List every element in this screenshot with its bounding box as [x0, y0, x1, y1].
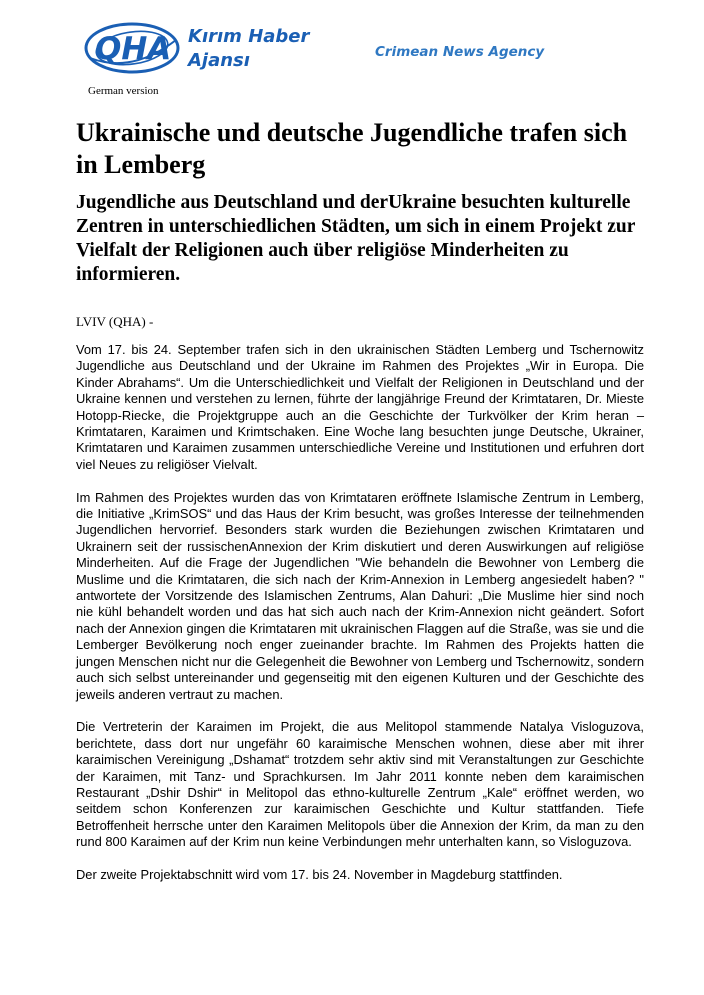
logo-name-line1: Kırım Haber [188, 26, 310, 47]
paragraph: Vom 17. bis 24. September trafen sich in den ukrainischen Städten Lemberg und Tschernowitz Jugendliche aus Deutschland und der Ukraine im Rahmen des Projektes „Wir in Europa. Die Kinder Abrahams“. Um die Unterschiedlichkeit und Vielfalt der Religionen in Deutschland und der Ukraine kennen und verstehen zu lernen, führte der langjährige Freund der Krimtataren, Dr. Mieste Hotopp-Riecke, die Projektgruppe auch an die Geschichte der Turkvölker der Krim heran – Krimtataren, Karaimen und Krimtschaken. Eine Woche lang besuchten junge Deutsche, Ukrainer, Krimtataren und Karaimen zusammen unterschiedliche Vereine und Institutionen und erfuhren dort viel Neues zu religiöser Vielvalt. [76, 342, 644, 472]
qha-logo-graphic [84, 18, 324, 82]
agency-english-name: Crimean News Agency [375, 44, 545, 60]
paragraph: Der zweite Projektabschnitt wird vom 17. bis 24. November in Magdeburg stattfinden. [76, 866, 563, 882]
qha-logo [84, 18, 324, 82]
paragraph: Die Vertreterin der Karaimen im Projekt, die aus Melitopol stammende Natalya Visloguzova, berichtete, dass dort nur ungefähr 60 karaimische Menschen wohnen, diese aber mit ihrer karaimischen Vereinigung „Dshamat“ trotzdem sehr aktiv sind mit Veranstaltungen zur Geschichte der Karaimen, mit Tanz- und Sprachkursen. Im Jahr 2011 konnte neben dem karaimischen Restaurant „Dshir Dshir“ in Melitopol das ethno-kulturelle Zentrum „Kale“ eröffnet werden, wo seitdem schon Konferenzen zur karaimischen Geschichte und Kultur stattfanden. Tiefe Betroffenheit herrsche unter den Karaimen Melitopols über die Annexion der Krim, da man zu den rund 800 Karaimen auf der Krim nun keine Verbindungen mehr unterhalten kann, so Visloguzova. [76, 719, 644, 850]
article-body [76, 342, 644, 900]
logo-name-line2: Ajansı [188, 50, 250, 71]
article-subtitle: Jugendliche aus Deutschland und derUkraine besuchten kulturelle Zentren in unterschiedlichen Städten, um sich in einem Projekt zur Vielfalt der Religionen auch über religiöse Minderheiten zu informieren. [76, 192, 636, 285]
paragraph: Im Rahmen des Projektes wurden das von Krimtataren eröffnete Islamische Zentrum in Lemberg, die Initiative „KrimSOS“ und das Haus der Krim besucht, was großes Interesse der teilnehmenden Jugendlichen hervorrief. Besonders stark wurden die Beziehungen zwischen Krimtataren und Ukrainern seit der russischenAnnexion der Krim diskutiert und deren Auswirkungen auf religiöse Minderheiten. Auf die Frage der Jugendlichen "Wie behandeln die Bewohner von Lemberg die Muslime und die Krimtataren, die sich nach der Krim-Annexion in Lemberg angesiedelt haben? " antwortete der Vorsitzende des Islamischen Zentrums, Alan Dahuri: „Die Muslime hier sind noch nie kühl behandelt worden und das hat sich auch nach der Krim-Annexion nicht geändert. Sofort nach der Annexion gingen die Krimtataren mit ukrainischen Flaggen auf die Straße, was sie und die Lemberger Bevölkerung noch enger zueinander brachte. Im Rahmen des Projekts hatten die jungen Menschen nicht nur die Gelegenheit die Bewohner von Lemberg und Tschernowitz, sondern auch sich selbst untereinander und gegenseitig mit den eigenen Kulturen und der Geschichte des jeweils anderen vertraut zu machen. [76, 489, 644, 702]
logo-qha-text: QHA [95, 31, 172, 67]
article-title: Ukrainische und deutsche Jugendliche trafen sich in Lemberg [76, 118, 628, 179]
language-version: German version [88, 85, 159, 97]
dateline: LVIV (QHA) - [76, 314, 154, 329]
